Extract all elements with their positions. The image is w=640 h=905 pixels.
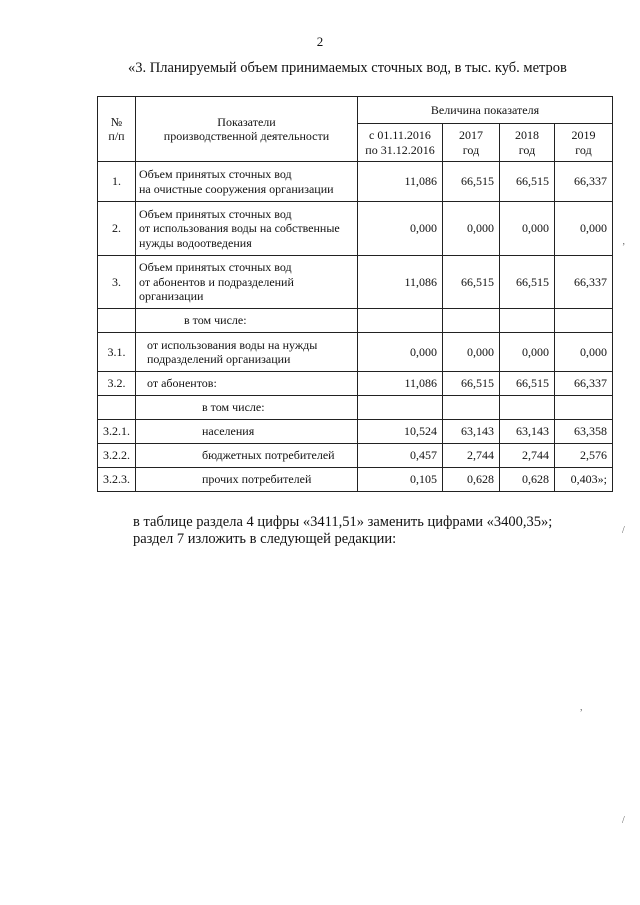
table-heading: «3. Планируемый объем принимаемых сточных вод, в тыс. куб. метров <box>128 60 567 76</box>
row-num <box>98 309 136 333</box>
value-2019: 0,403»; <box>555 468 613 492</box>
value-period: 11,086 <box>358 256 443 309</box>
value-period: 0,105 <box>358 468 443 492</box>
table-header-row <box>98 97 613 124</box>
value-2017: 0,000 <box>443 333 500 372</box>
table-row <box>98 396 613 420</box>
value-period: 11,086 <box>358 162 443 202</box>
value-period: 10,524 <box>358 420 443 444</box>
value-2019: 0,000 <box>555 202 613 256</box>
header-period: с 01.11.2016 по 31.12.2016 <box>358 124 443 162</box>
table-row <box>98 309 613 333</box>
row-num: 3.2.1. <box>98 420 136 444</box>
value-period: 0,000 <box>358 202 443 256</box>
value-2018: 0,628 <box>500 468 555 492</box>
header-indicators: Показатели производственной деятельности <box>136 97 358 162</box>
row-num <box>98 396 136 420</box>
value-2018 <box>500 309 555 333</box>
value-2018: 66,515 <box>500 372 555 396</box>
value-period <box>358 309 443 333</box>
value-2018: 63,143 <box>500 420 555 444</box>
value-2019: 66,337 <box>555 162 613 202</box>
row-name: бюджетных потребителей <box>136 444 358 468</box>
header-2017: 2017 год <box>443 124 500 162</box>
row-name: Объем принятых сточных вод от использования воды на собственные нужды водоотведения <box>136 202 358 256</box>
value-2018: 66,515 <box>500 162 555 202</box>
row-name: Объем принятых сточных вод на очистные сооружения организации <box>136 162 358 202</box>
value-2018 <box>500 396 555 420</box>
row-num: 2. <box>98 202 136 256</box>
value-2019: 0,000 <box>555 333 613 372</box>
amendment-line-1: в таблице раздела 4 цифры «3411,51» заменить цифрами «3400,35»; <box>133 514 553 530</box>
header-num: № п/п <box>98 97 136 162</box>
value-2019: 63,358 <box>555 420 613 444</box>
row-name: от абонентов: <box>136 372 358 396</box>
header-2019: 2019 год <box>555 124 613 162</box>
amendment-line-2: раздел 7 изложить в следующей редакции: <box>133 531 397 547</box>
value-2017: 66,515 <box>443 162 500 202</box>
value-2017: 0,000 <box>443 202 500 256</box>
value-2017: 63,143 <box>443 420 500 444</box>
row-num: 3.2.2. <box>98 444 136 468</box>
value-2017: 0,628 <box>443 468 500 492</box>
value-2019: 66,337 <box>555 372 613 396</box>
table-row <box>98 372 613 396</box>
value-period <box>358 396 443 420</box>
table-row <box>98 444 613 468</box>
row-num: 3.1. <box>98 333 136 372</box>
row-num: 3. <box>98 256 136 309</box>
row-name: в том числе: <box>136 396 358 420</box>
scan-mark: / <box>622 525 625 536</box>
row-num: 3.2.3. <box>98 468 136 492</box>
table-row <box>98 420 613 444</box>
value-2017: 66,515 <box>443 256 500 309</box>
value-period: 11,086 <box>358 372 443 396</box>
scan-mark: , <box>580 702 583 713</box>
table-row <box>98 333 613 372</box>
value-2018: 0,000 <box>500 202 555 256</box>
header-value-group: Величина показателя <box>358 97 613 124</box>
value-2018: 2,744 <box>500 444 555 468</box>
value-2017 <box>443 309 500 333</box>
row-name: в том числе: <box>136 309 358 333</box>
row-name: от использования воды на нужды подразделений организации <box>136 333 358 372</box>
row-name: прочих потребителей <box>136 468 358 492</box>
page-number: 2 <box>316 34 324 49</box>
header-2018: 2018 год <box>500 124 555 162</box>
row-name: населения <box>136 420 358 444</box>
table-row <box>98 162 613 202</box>
value-2018: 66,515 <box>500 256 555 309</box>
table-row <box>98 256 613 309</box>
wastewater-volume-table <box>97 96 613 492</box>
value-period: 0,000 <box>358 333 443 372</box>
scan-mark: ‚ <box>622 236 626 247</box>
scan-mark: / <box>622 815 625 826</box>
row-num: 1. <box>98 162 136 202</box>
value-2019: 66,337 <box>555 256 613 309</box>
value-2018: 0,000 <box>500 333 555 372</box>
table-row <box>98 468 613 492</box>
table-row <box>98 202 613 256</box>
value-2019 <box>555 396 613 420</box>
value-2019: 2,576 <box>555 444 613 468</box>
value-2017: 2,744 <box>443 444 500 468</box>
value-2017 <box>443 396 500 420</box>
value-2019 <box>555 309 613 333</box>
row-name: Объем принятых сточных вод от абонентов и подразделений организации <box>136 256 358 309</box>
row-num: 3.2. <box>98 372 136 396</box>
value-2017: 66,515 <box>443 372 500 396</box>
value-period: 0,457 <box>358 444 443 468</box>
